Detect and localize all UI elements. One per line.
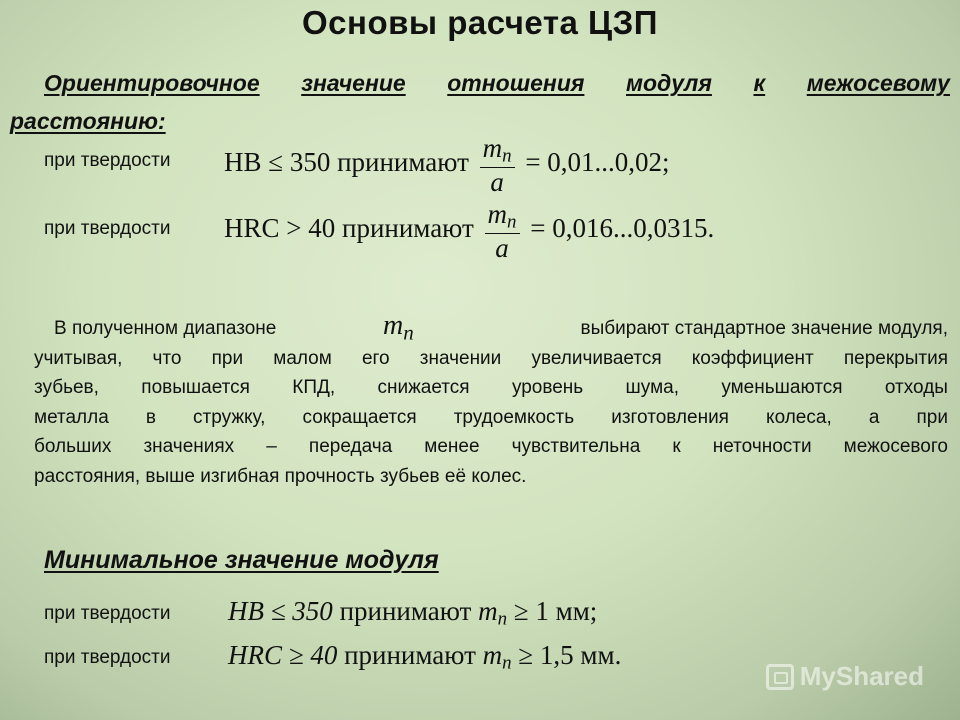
hardness-label: при твердости [44,603,171,624]
ratio-fraction [480,134,515,196]
heading-word: Ориентировочное [44,70,260,96]
heading-word: к [753,70,766,96]
formula-rhs: = 0,01...0,02; [525,147,670,178]
formula-lhs: HRC > 40 принимают [224,213,474,244]
formula-lhs: HRC ≥ 40 [228,640,338,670]
hardness-label: при твердости [44,647,171,668]
section1-heading-line1 [44,70,950,97]
formula-rhs: = 0,016...0,0315. [530,213,715,244]
heading-word: межосевому [806,70,950,96]
watermark-logo [766,661,924,692]
formula-rhs: ≥ 1 мм; [513,596,598,626]
watermark-text: MyShared [799,661,924,691]
module-symbol: $m_n$ [478,596,508,630]
formula-lhs: HB ≤ 350 принимают [224,147,469,178]
paragraph-line: металла в стружку, сокращается трудоемкость изготовления колеса, а при [34,406,948,428]
module-symbol: $m_n$ [482,640,512,674]
formula-mid: принимают [344,640,476,670]
slide-title: Основы расчета ЦЗП [301,4,658,41]
formula-mid: принимают [339,596,472,626]
paragraph-line: зубьев, повышается КПД, снижается уровень шума, уменьшаются отходы [34,377,948,398]
fraction-numerator: $m_n$ [485,200,520,234]
min-module-formula-hb [228,596,597,631]
min-module-formula-hrc [228,640,621,675]
paragraph-line: В полученном диапазоне выбирают стандартное значение модуля, [54,318,948,339]
heading-word: отношения [447,70,585,96]
section1-heading-line2: расстоянию: [10,108,166,134]
hardness-label: при твердости [44,150,171,171]
paragraph-line: учитывая, что при малом его значении увеличивается коэффициент перекрытия [34,347,948,369]
explanation-paragraph [34,314,948,491]
paragraph-line: больших значениях – передача менее чувствительна к неточности межосевого [34,436,948,457]
heading-word: модуля [625,70,712,96]
section2-heading: Минимальное значение модуля [44,546,439,574]
heading-word: значение [301,70,406,96]
formula-lhs: HB ≤ 350 [228,596,333,626]
presentation-icon [766,664,794,690]
inline-module-symbol: $m_n$ [383,310,414,345]
fraction-denominator: a [495,232,509,263]
ratio-formula-hb [224,134,670,196]
formula-rhs: ≥ 1,5 мм. [518,640,622,670]
paragraph-line: расстояния, выше изгибная прочность зубьев её колес. [34,465,527,487]
fraction-denominator: a [490,166,504,197]
hardness-label: при твердости [44,218,171,239]
ratio-formula-hrc [224,200,714,262]
ratio-fraction [485,200,520,262]
fraction-numerator: $m_n$ [480,134,515,168]
